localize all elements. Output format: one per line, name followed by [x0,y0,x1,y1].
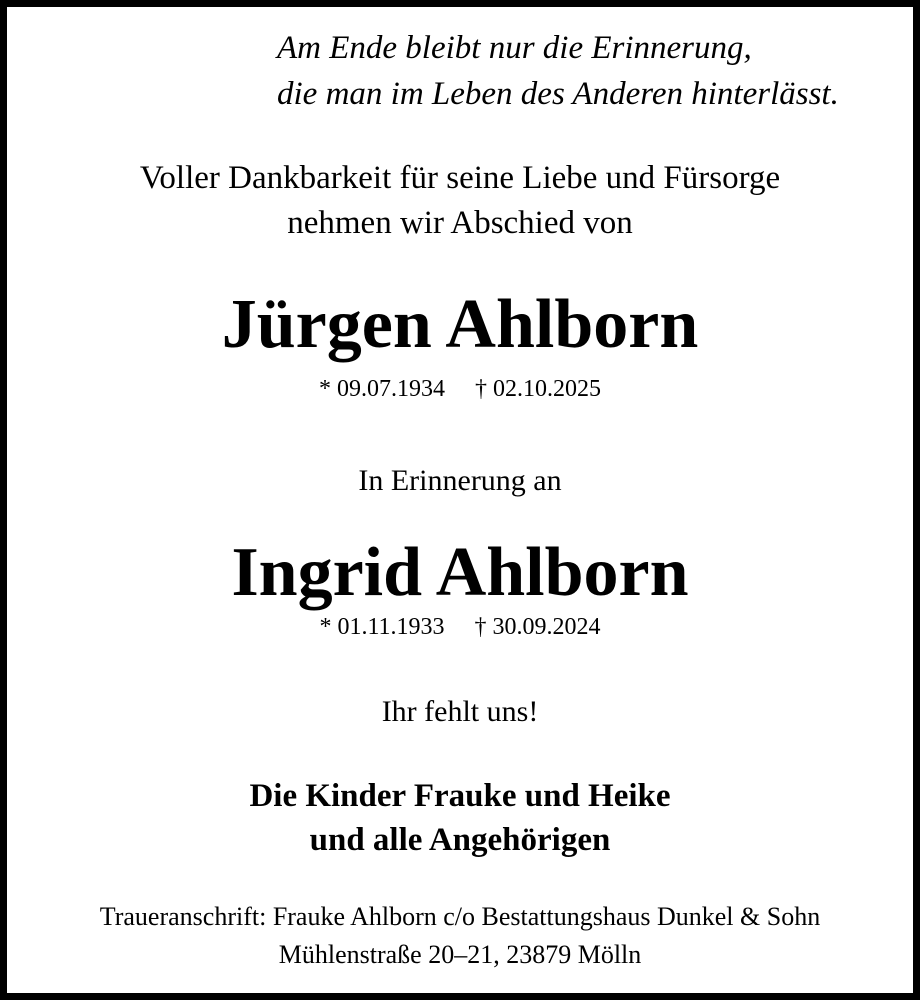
intro-line-1: Voller Dankbarkeit für seine Liebe und Fürsorge [139,160,781,196]
death-date-2: † 30.09.2024 [474,614,601,640]
address-line-2: Mühlenstraße 20–21, 23879 Mölln [278,940,642,969]
remembrance-text: In Erinnerung an [358,464,562,497]
death-date-1: † 02.10.2025 [475,376,601,402]
life-dates-1 [0,376,920,403]
motto-line-1: Am Ende bleibt nur die Erinnerung, [277,30,752,66]
birth-date-1: * 09.07.1934 [319,376,445,402]
closing-text: Ihr fehlt uns! [381,695,539,728]
deceased-name-1: Jürgen Ahlborn [221,286,699,363]
family-line-1: Die Kinder Frauke und Heike [249,778,671,814]
family-line-2: und alle Angehörigen [309,822,611,858]
birth-date-2: * 01.11.1933 [319,614,445,640]
address-line-1: Traueranschrift: Frauke Ahlborn c/o Bestattungshaus Dunkel & Sohn [99,902,821,931]
deceased-name-2: Ingrid Ahlborn [231,534,689,611]
intro-line-2: nehmen wir Abschied von [287,205,633,241]
motto-line-2: die man im Leben des Anderen hinterlässt. [277,76,839,112]
life-dates-2 [0,614,920,641]
